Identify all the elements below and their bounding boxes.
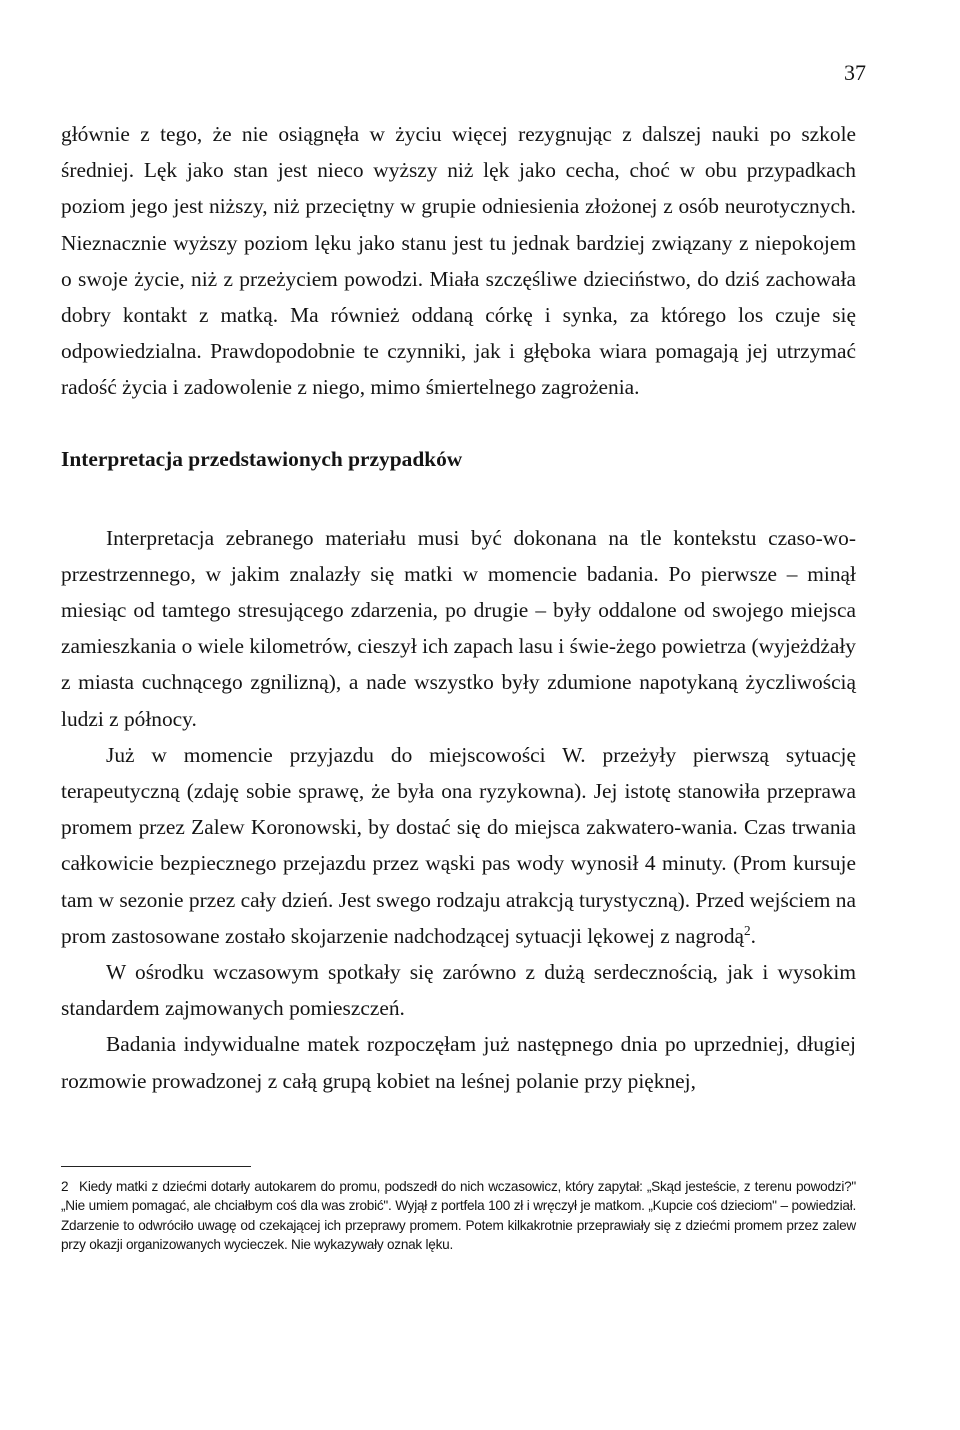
paragraph: W ośrodku wczasowym spotkały się zarówno z dużą serdecznością, jak i wysokim standardem zajmowanych pomieszczeń. <box>61 960 856 1021</box>
footnote-divider <box>61 1166 251 1167</box>
footnote-reference[interactable]: 2 <box>744 922 751 938</box>
paragraph: Badania indywidualne matek rozpoczęłam już następnego dnia po uprzedniej, długiej rozmowie prowadzonej z całą grupą kobiet na leśnej polanie przy pięknej, <box>61 1032 856 1093</box>
paragraph-text: Już w momencie przyjazdu do miejscowości W. przeżyły pierwszą sytuację terapeutyczną (zdaję sobie sprawę, że była ona ryzykowna). Jej istotę stanowiła przeprawa promem przez Zalew Koronowski, by dostać się do miejsca zakwatero-wania. Czas trwania całkowicie bezpiecznego przejazdu przez wąski pas wody wynosił 4 minuty. (Prom kursuje tam w sezonie przez cały dzień. Jest swego rodzaju atrakcją turystyczną). Przed wejściem na prom zastosowane zostało skojarzenie nadchodzącej sytuacji lękowej z nagrodą <box>61 742 856 948</box>
page-number: 37 <box>844 60 866 85</box>
footnote-text: Kiedy matki z dziećmi dotarły autokarem do promu, podszedł do nich wczasowicz, który zapytał: „Skąd jesteście, z terenu powodzi?" „Nie umiem pomagać, ale chciałbym coś dla was zrobić". Wyjął z portfela 100 zł i wręczył je matkom. „Kupcie coś dzieciom" – powiedział. Zdarzenie to odwróciło uwagę od czekającej ich przeprawy promem. Potem kilkakrotnie przeprawiały się z dziećmi promem przez zalew przy okazji organizowanych wycieczek. Nie wykazywały oznak lęku. <box>61 1179 856 1253</box>
body-text <box>61 116 856 1099</box>
paragraph <box>61 737 856 954</box>
paragraph-text-end: . <box>750 923 757 948</box>
paragraph: głównie z tego, że nie osiągnęła w życiu więcej rezygnując z dalszej nauki po szkole średniej. Lęk jako stan jest nieco wyższy niż lęk jako cecha, choć w obu przypadkach poziom jego jest niższy, niż przeciętny w grupie odniesienia złożonej z osób neurotycznych. Nieznacznie wyższy poziom lęku jako stanu jest tu jednak bardziej związany z niepokojem o swoje życie, niż z przeżyciem powodzi. Miała szczęśliwe dzieciństwo, do dziś zachowała dobry kontakt z matką. Ma również oddaną córkę i synka, za którego los czuje się odpowiedzialna. Prawdopodobnie te czynniki, jak i głęboka wiara pomagają jej utrzymać radość życia i zadowolenie z niego, mimo śmiertelnego zagrożenia. <box>61 122 856 400</box>
footnote-marker: 2 <box>61 1179 69 1194</box>
paragraph: Interpretacja zebranego materiału musi być dokonana na tle kontekstu czaso-wo-przestrzennego, w jakim znalazły się matki w momencie badania. Po pierwsze – minął miesiąc od tamtego stresującego zdarzenia, po drugie – były oddalone od swojego miejsca zamieszkania o wiele kilometrów, cieszył ich zapach lasu i świe-żego powietrza (wyjeżdżały z miasta cuchnącego zgnilizną), a nade wszystko były zdumione napotykaną życzliwością ludzi z północy. <box>61 525 856 731</box>
footnote <box>61 1177 856 1255</box>
section-heading: Interpretacja przedstawionych przypadków <box>61 446 463 471</box>
